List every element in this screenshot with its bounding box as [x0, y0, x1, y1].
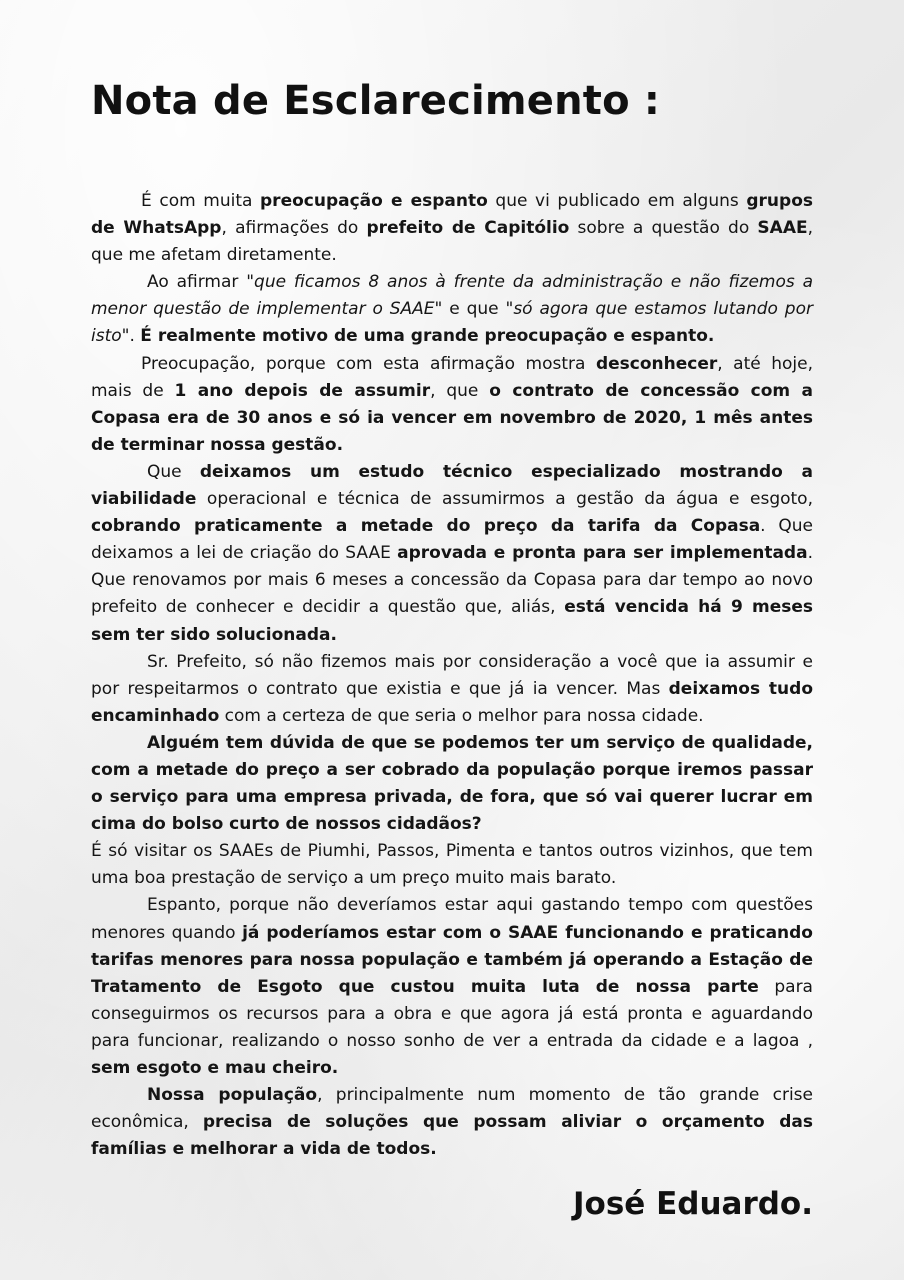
text-run: Que [147, 461, 200, 482]
text-run-bold: SAAE [757, 218, 808, 239]
text-run: operacional e técnica de assumirmos a gestão da água e esgoto, [196, 489, 813, 510]
text-run: com a certeza de que seria o melhor para nossa cidade. [219, 705, 704, 726]
paragraph-1 [91, 188, 813, 269]
text-run: Ao afirmar [147, 272, 247, 293]
text-run-bold: está vencida há 9 meses sem ter sido solucionada. [91, 597, 814, 645]
text-run: . Que renovamos por mais 6 meses a concessão da Copasa para dar tempo ao novo prefeito de conhecer e decidir a questão que, aliás, [91, 543, 813, 618]
text-run: É com muita [141, 191, 261, 211]
text-run: Preocupação, porque com esta afirmação mostra [141, 353, 596, 374]
text-run-bold: cobrando praticamente a metade do preço da tarifa da Copasa [91, 516, 761, 537]
text-run-bold: Nossa população [147, 1085, 318, 1106]
text-run: para conseguirmos os recursos para a obra e que agora já está pronta e aguardando para funcionar, realizando o nosso sonho de ver a entrada da cidade e a lagoa , [91, 976, 813, 1051]
text-run-bold: já poderíamos estar com o SAAE funcionando e praticando tarifas menores para nossa população e também já operando a Estação de Tratamento de Esgoto que custou muita luta de nossa parte [91, 922, 813, 997]
text-run-bold: sem esgoto e mau cheiro. [91, 1058, 339, 1078]
text-run-italic: "só agora que estamos lutando por isto" [91, 299, 813, 347]
text-run: , que [430, 380, 490, 401]
text-run-bold: deixamos tudo encaminhado [91, 678, 813, 726]
page-title: Nota de Esclarecimento : [91, 78, 661, 124]
paragraph-4 [91, 459, 813, 649]
text-run-bold: o contrato de concessão com a Copasa era de 30 anos e só ia vencer em novembro de 2020, 1 mês antes de terminar nossa gestão. [91, 380, 813, 455]
text-run-bold: deixamos um estudo técnico especializado mostrando a viabilidade [91, 461, 813, 510]
text-run: , principalmente num momento de tão grande crise econômica, [91, 1085, 813, 1133]
text-run: que vi publicado em alguns [487, 191, 747, 211]
paragraph-8 [91, 892, 813, 1082]
text-run: sobre a questão do [569, 218, 758, 239]
paragraph-6 [91, 730, 813, 838]
text-run-bold: 1 ano depois de assumir [174, 380, 431, 401]
text-run-bold: Alguém tem dúvida de que se podemos ter um serviço de qualidade, com a metade do preço a ser cobrado da população porque iremos passar o serviço para uma empresa privada, de fora, que só vai querer lucrar em cima do bolso curto de nossos cidadãos? [91, 732, 813, 835]
signature: José Eduardo. [572, 1186, 813, 1222]
text-run: Sr. Prefeito, só não fizemos mais por consideração a você que ia assumir e por respeitarmos o contrato que existia e que já ia vencer. Mas [91, 651, 813, 699]
text-run-bold: precisa de soluções que possam aliviar o orçamento das famílias e melhorar a vida de todos. [91, 1112, 813, 1160]
paragraph-3 [91, 351, 813, 459]
text-run-bold: aprovada e pronta para ser implementada [397, 543, 808, 564]
text-run: Espanto, porque não deveríamos estar aqui gastando tempo com questões menores quando [91, 895, 813, 943]
text-run-bold: desconhecer [595, 353, 718, 374]
paragraph-9 [91, 1082, 813, 1163]
text-run: e que [442, 299, 506, 320]
text-run: , até hoje, mais de [91, 353, 814, 401]
text-run-bold: É realmente motivo de uma grande preocupação e espanto. [140, 326, 715, 347]
document-body [91, 188, 813, 1163]
text-run-bold: grupos de WhatsApp [91, 191, 813, 239]
text-run: , afirmações do [221, 218, 367, 239]
paragraph-5 [91, 649, 813, 730]
text-run: , que me afetam diretamente. [91, 218, 813, 266]
text-run: . Que deixamos a lei de criação do SAAE [91, 516, 813, 564]
text-run-bold: prefeito de Capitólio [366, 218, 570, 239]
text-run: . [129, 326, 141, 347]
text-run-italic: "que ficamos 8 anos à frente da administração e não fizemos a menor questão de implementar o SAAE" [91, 272, 814, 320]
paragraph-7: É só visitar os SAAEs de Piumhi, Passos, Pimenta e tantos outros vizinhos, que tem uma boa prestação de serviço a um preço muito mais barato. [91, 841, 813, 889]
paragraph-2 [91, 269, 813, 350]
text-run-bold: preocupação e espanto [260, 191, 488, 211]
